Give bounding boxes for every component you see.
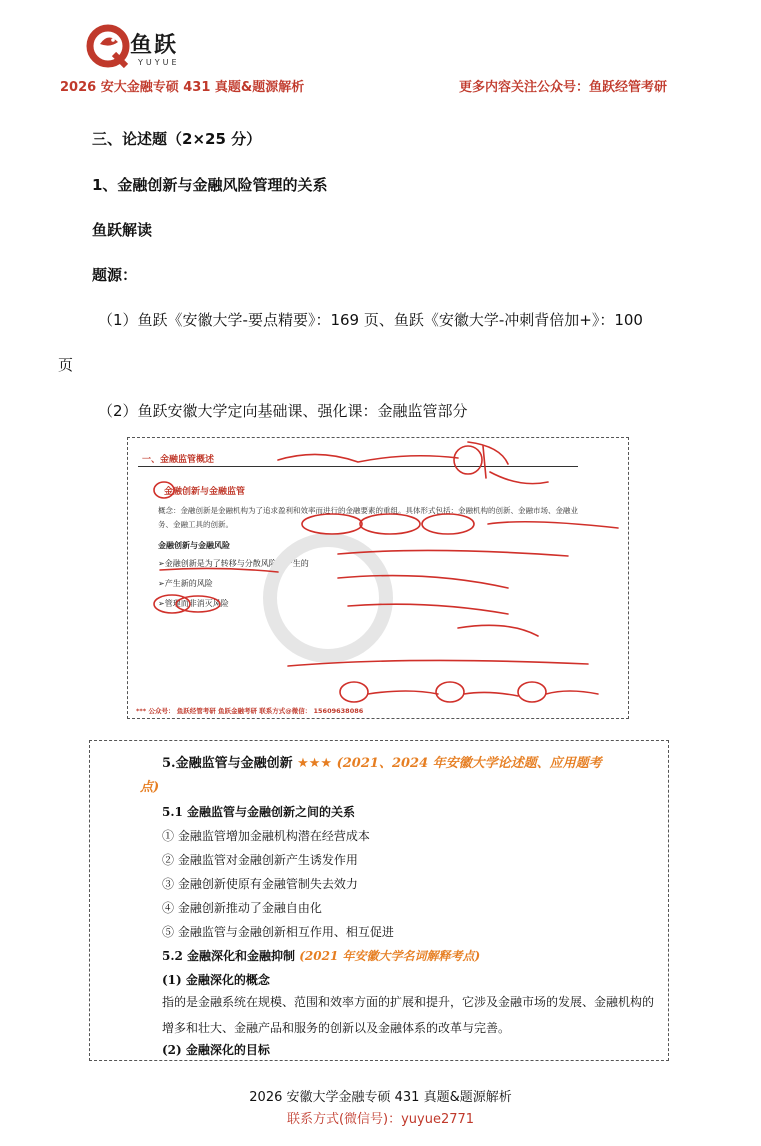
list-item: ② 金融监管对金融创新产生诱发作用 <box>162 853 358 867</box>
source-item-1: （1）鱼跃《安徽大学-要点精要》：169 页、鱼跃《安徽大学-冲刺背倍加+》：100 <box>98 311 643 329</box>
goal-heading: (2) 金融深化的目标 <box>162 1043 270 1057</box>
notes-screenshot <box>127 437 629 719</box>
notes-bullet-1: ➢金融创新是为了转移与分散风险而产生的 <box>158 559 309 568</box>
notes-title: 一、金融监管概述 <box>142 455 215 465</box>
excerpt-title-text: 5.金融监管与金融创新 <box>162 756 293 771</box>
source-heading: 题源： <box>92 266 138 284</box>
page-footer-title: 2026 安徽大学金融专硕 431 真题&题源解析 <box>249 1090 512 1105</box>
list-item: ③ 金融创新使原有金融管制失去效力 <box>162 877 358 891</box>
excerpt-exam-note-tail: 点) <box>140 780 160 795</box>
list-item: ⑤ 金融监管与金融创新相互作用、相互促进 <box>162 925 394 939</box>
handwriting-annotation-icon <box>128 438 629 719</box>
notes-concept: 概念：金融创新是金融机构为了追求盈利和效率而进行的金融要素的重组。具体形式包括：金融机构的创新、金融市场、金融业务、金融工具的创新。 <box>158 506 578 529</box>
excerpt-exam-note: (2021、2024 年安徽大学论述题、应用题考 <box>336 756 602 771</box>
concept-heading: (1) 金融深化的概念 <box>162 973 270 987</box>
fish-logo-icon <box>86 24 130 68</box>
notes-bullet-2: ➢产生新的风险 <box>158 579 213 588</box>
interpretation-heading: 鱼跃解读 <box>92 221 153 239</box>
brand-subname: YUYUE <box>138 58 180 67</box>
list-item: ④ 金融创新推动了金融自由化 <box>162 901 322 915</box>
brand-logo <box>86 22 196 74</box>
notes-bullet-3: ➢管理而非消灭风险 <box>158 599 229 608</box>
header-left-title: 2026 安大金融专硕 431 真题&题源解析 <box>60 80 305 95</box>
section-heading: 三、论述题（2×25 分） <box>92 130 262 148</box>
page-footer-contact: 联系方式(微信号)：yuyue2771 <box>286 1112 475 1127</box>
source-item-2: （2）鱼跃安徽大学定向基础课、强化课：金融监管部分 <box>98 402 468 420</box>
importance-stars-icon: ★★★ <box>297 756 333 771</box>
question-heading: 1、金融创新与金融风险管理的关系 <box>92 176 328 194</box>
subsection-5-2 <box>162 947 480 964</box>
notes-heading-2: 金融创新与金融风险 <box>158 541 230 550</box>
subsection-5-2-title: 5.2 金融深化和金融抑制 <box>162 949 296 963</box>
header-right-title: 更多内容关注公众号：鱼跃经管考研 <box>458 80 667 95</box>
subsection-5-2-note: (2021 年安徽大学名词解释考点) <box>299 949 481 963</box>
notes-footer: *** 公众号： 鱼跃经管考研 鱼跃金融考研 联系方式@微信： 15609638086 <box>136 707 364 715</box>
list-item: ① 金融监管增加金融机构潜在经营成本 <box>162 829 370 843</box>
excerpt-title <box>162 752 602 771</box>
subsection-5-1: 5.1 金融监管与金融创新之间的关系 <box>162 805 356 819</box>
concept-paragraph: 指的是金融系统在规模、范围和效率方面的扩展和提升，它涉及金融市场的发展、金融机构的增多和壮大、金融产品和服务的创新以及金融体系的改革与完善。 <box>162 995 655 1035</box>
textbook-excerpt <box>89 740 669 1061</box>
brand-name: 鱼跃 <box>130 33 179 58</box>
notes-subtitle: 金融创新与金融监管 <box>164 487 246 497</box>
source-item-1-tail: 页 <box>58 356 74 374</box>
